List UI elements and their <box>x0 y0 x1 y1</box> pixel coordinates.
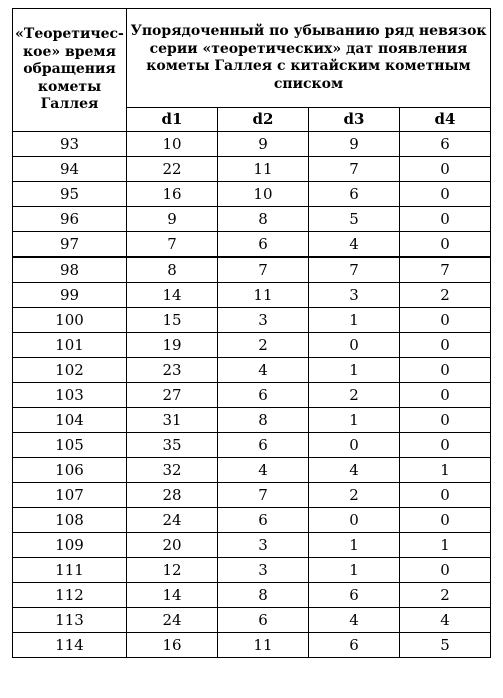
residual-cell-d4: 0 <box>399 383 490 408</box>
residual-cell-d2: 6 <box>217 232 308 258</box>
period-cell: 97 <box>13 232 127 258</box>
table-row <box>13 408 491 433</box>
period-cell: 112 <box>13 583 127 608</box>
residual-cell-d4: 1 <box>399 458 490 483</box>
residual-cell-d4: 0 <box>399 508 490 533</box>
column-header-d4: d4 <box>399 108 490 132</box>
table-body <box>13 132 491 658</box>
residual-cell-d1: 8 <box>127 257 218 283</box>
residual-cell-d3: 4 <box>308 232 399 258</box>
residual-cell-d1: 9 <box>127 207 218 232</box>
table-row <box>13 257 491 283</box>
residual-cell-d3: 3 <box>308 283 399 308</box>
table-row <box>13 232 491 258</box>
residual-cell-d1: 31 <box>127 408 218 433</box>
table-row <box>13 207 491 232</box>
residual-cell-d2: 6 <box>217 608 308 633</box>
residual-cell-d4: 4 <box>399 608 490 633</box>
residual-cell-d4: 2 <box>399 283 490 308</box>
residual-cell-d4: 0 <box>399 308 490 333</box>
period-cell: 114 <box>13 633 127 658</box>
table-row <box>13 157 491 182</box>
residual-cell-d2: 11 <box>217 633 308 658</box>
residual-cell-d2: 7 <box>217 483 308 508</box>
period-cell: 113 <box>13 608 127 633</box>
residual-cell-d3: 1 <box>308 533 399 558</box>
column-header-d3: d3 <box>308 108 399 132</box>
residual-cell-d4: 0 <box>399 408 490 433</box>
table-row <box>13 483 491 508</box>
residual-cell-d3: 2 <box>308 383 399 408</box>
residual-cell-d3: 2 <box>308 483 399 508</box>
residual-cell-d3: 1 <box>308 308 399 333</box>
residual-cell-d3: 0 <box>308 508 399 533</box>
residual-cell-d3: 1 <box>308 558 399 583</box>
residual-cell-d1: 14 <box>127 583 218 608</box>
residual-cell-d3: 1 <box>308 408 399 433</box>
residual-cell-d3: 4 <box>308 608 399 633</box>
period-cell: 98 <box>13 257 127 283</box>
residual-cell-d3: 7 <box>308 257 399 283</box>
table-row <box>13 333 491 358</box>
residual-cell-d2: 10 <box>217 182 308 207</box>
residual-cell-d2: 8 <box>217 408 308 433</box>
residuals-group-header: Упорядоченный по убыванию ряд невязок серии «теоретических» дат появления кометы Галлея с китайским кометным списком <box>127 9 491 108</box>
residual-cell-d2: 8 <box>217 583 308 608</box>
residual-cell-d4: 6 <box>399 132 490 157</box>
table-row <box>13 182 491 207</box>
column-header-d2: d2 <box>217 108 308 132</box>
residual-cell-d4: 0 <box>399 358 490 383</box>
table-row <box>13 132 491 157</box>
table-row <box>13 508 491 533</box>
table-row <box>13 283 491 308</box>
residual-cell-d1: 24 <box>127 508 218 533</box>
residual-cell-d2: 11 <box>217 157 308 182</box>
residual-cell-d2: 4 <box>217 458 308 483</box>
period-column-header: «Теоретичес-кое» время обращения кометы Галлея <box>13 9 127 132</box>
residual-cell-d1: 23 <box>127 358 218 383</box>
table-row <box>13 433 491 458</box>
period-cell: 99 <box>13 283 127 308</box>
residual-cell-d2: 3 <box>217 533 308 558</box>
period-cell: 96 <box>13 207 127 232</box>
residual-cell-d3: 7 <box>308 157 399 182</box>
residual-cell-d2: 9 <box>217 132 308 157</box>
residual-cell-d1: 27 <box>127 383 218 408</box>
residual-cell-d1: 19 <box>127 333 218 358</box>
residual-cell-d4: 1 <box>399 533 490 558</box>
period-cell: 111 <box>13 558 127 583</box>
residual-cell-d4: 0 <box>399 333 490 358</box>
residual-cell-d1: 16 <box>127 633 218 658</box>
table-row <box>13 558 491 583</box>
residual-cell-d3: 6 <box>308 583 399 608</box>
residual-cell-d2: 6 <box>217 508 308 533</box>
table-row <box>13 358 491 383</box>
residual-cell-d3: 1 <box>308 358 399 383</box>
residual-cell-d4: 2 <box>399 583 490 608</box>
period-cell: 107 <box>13 483 127 508</box>
residual-cell-d1: 7 <box>127 232 218 258</box>
column-header-d1: d1 <box>127 108 218 132</box>
table-row <box>13 583 491 608</box>
residual-cell-d4: 0 <box>399 433 490 458</box>
residual-cell-d1: 22 <box>127 157 218 182</box>
period-cell: 105 <box>13 433 127 458</box>
residual-cell-d2: 11 <box>217 283 308 308</box>
residual-cell-d1: 35 <box>127 433 218 458</box>
period-cell: 100 <box>13 308 127 333</box>
residual-cell-d2: 8 <box>217 207 308 232</box>
residual-cell-d3: 9 <box>308 132 399 157</box>
table-row <box>13 458 491 483</box>
residual-cell-d2: 3 <box>217 308 308 333</box>
residual-cell-d3: 0 <box>308 433 399 458</box>
period-cell: 93 <box>13 132 127 157</box>
table-row <box>13 383 491 408</box>
residual-cell-d1: 32 <box>127 458 218 483</box>
period-cell: 109 <box>13 533 127 558</box>
residual-cell-d1: 15 <box>127 308 218 333</box>
residual-cell-d1: 16 <box>127 182 218 207</box>
period-cell: 108 <box>13 508 127 533</box>
residual-cell-d2: 6 <box>217 433 308 458</box>
residual-cell-d1: 28 <box>127 483 218 508</box>
period-cell: 101 <box>13 333 127 358</box>
table-row <box>13 533 491 558</box>
period-cell: 102 <box>13 358 127 383</box>
period-cell: 95 <box>13 182 127 207</box>
period-cell: 103 <box>13 383 127 408</box>
residual-cell-d2: 2 <box>217 333 308 358</box>
residual-cell-d1: 10 <box>127 132 218 157</box>
residual-cell-d2: 4 <box>217 358 308 383</box>
residual-cell-d4: 0 <box>399 182 490 207</box>
residual-cell-d3: 5 <box>308 207 399 232</box>
period-cell: 106 <box>13 458 127 483</box>
residual-cell-d4: 0 <box>399 207 490 232</box>
residual-cell-d4: 0 <box>399 232 490 258</box>
table-row <box>13 308 491 333</box>
residual-cell-d3: 4 <box>308 458 399 483</box>
residual-cell-d3: 6 <box>308 633 399 658</box>
residual-cell-d4: 5 <box>399 633 490 658</box>
residual-cell-d1: 20 <box>127 533 218 558</box>
period-cell: 104 <box>13 408 127 433</box>
residual-cell-d1: 14 <box>127 283 218 308</box>
residual-cell-d4: 0 <box>399 483 490 508</box>
residual-cell-d2: 3 <box>217 558 308 583</box>
residual-cell-d4: 7 <box>399 257 490 283</box>
residual-cell-d3: 0 <box>308 333 399 358</box>
residual-cell-d4: 0 <box>399 558 490 583</box>
table-row <box>13 608 491 633</box>
residual-cell-d1: 12 <box>127 558 218 583</box>
residual-cell-d1: 24 <box>127 608 218 633</box>
period-cell: 94 <box>13 157 127 182</box>
residual-cell-d2: 7 <box>217 257 308 283</box>
halley-residuals-table <box>12 8 491 658</box>
residual-cell-d3: 6 <box>308 182 399 207</box>
residual-cell-d2: 6 <box>217 383 308 408</box>
table-row <box>13 633 491 658</box>
residual-cell-d4: 0 <box>399 157 490 182</box>
